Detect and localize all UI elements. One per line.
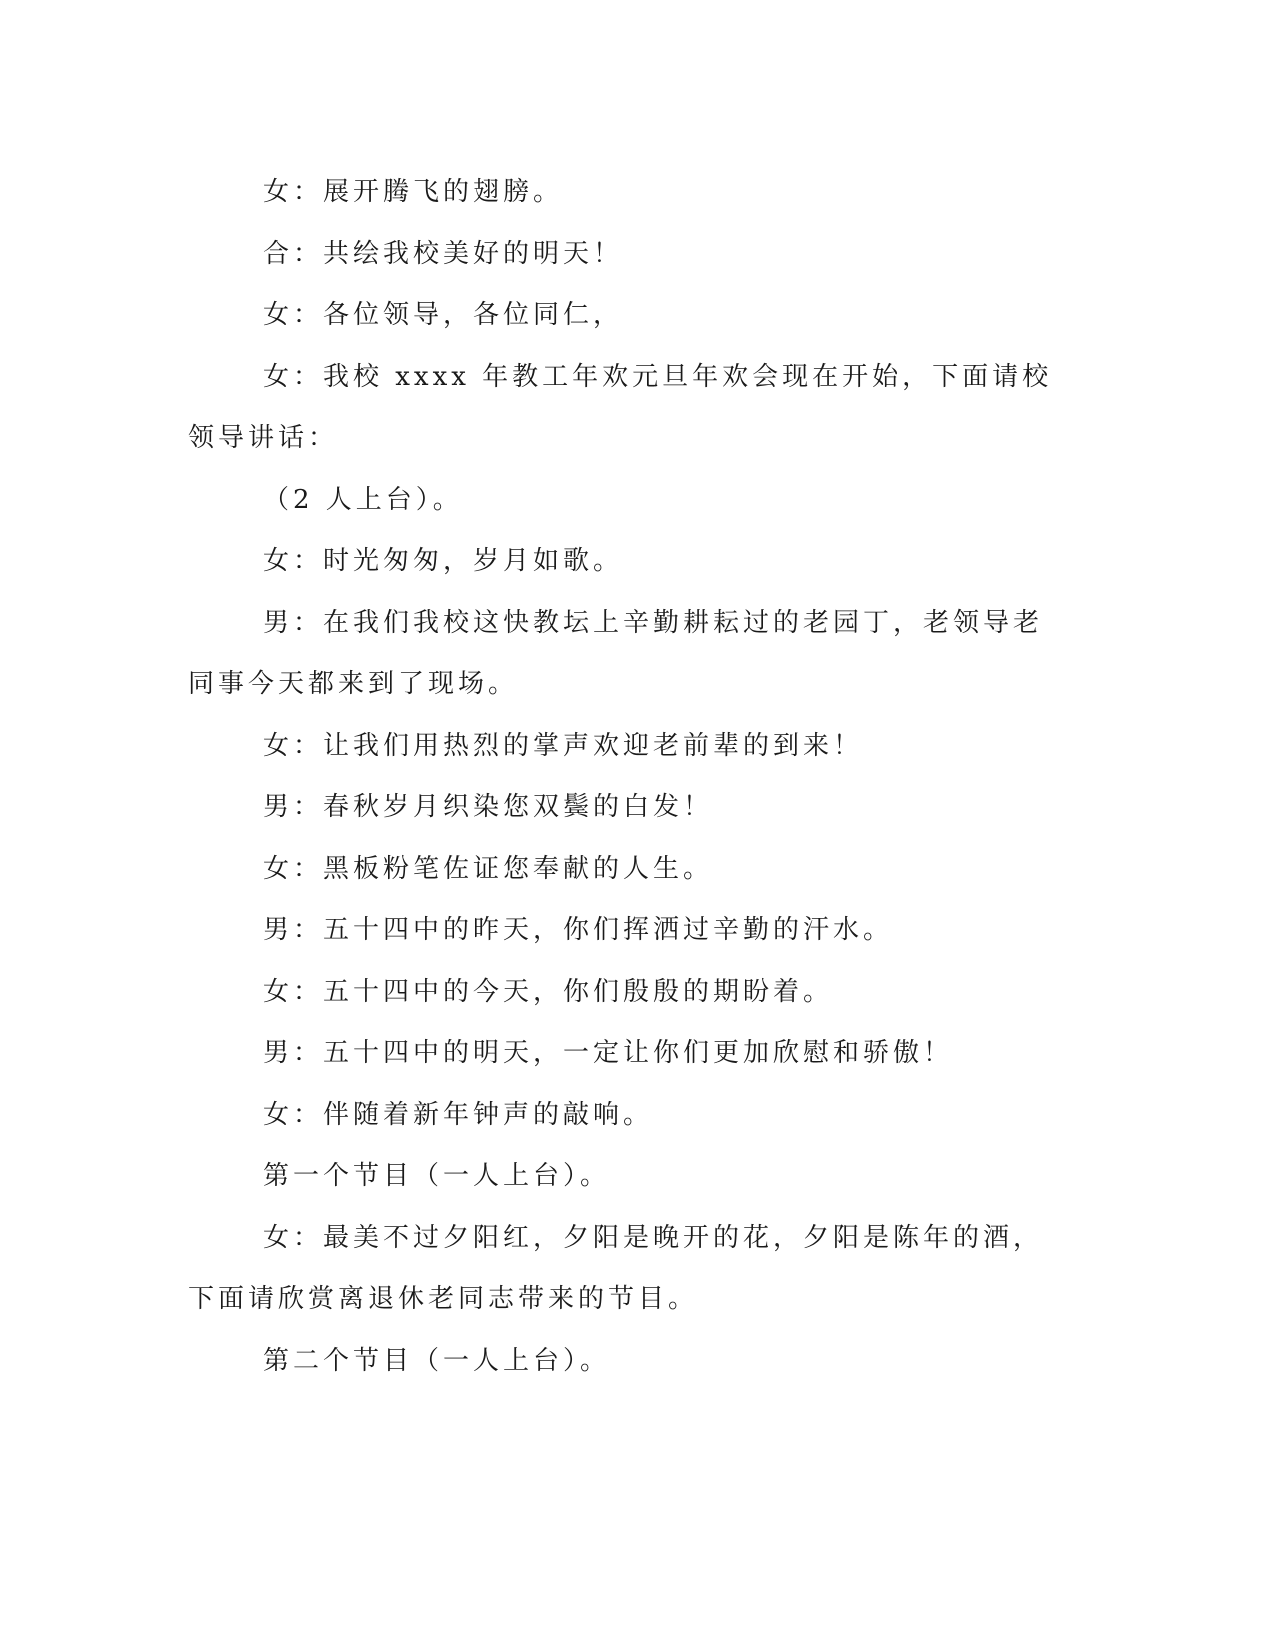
paragraph: 男：五十四中的昨天，你们挥洒过辛勤的汗水。 [263,915,894,945]
paragraph: 女：黑板粉笔佐证您奉献的人生。 [263,853,714,884]
paragraph: 女：展开腾飞的翅膀。 [263,177,564,207]
paragraph: 男：在我们我校这快教坛上辛勤耕耘过的老园丁，老领导老同事今天都来到了现场。 [188,607,1044,699]
paragraph: 女：各位领导，各位同仁， [263,300,624,330]
paragraph: 男：春秋岁月织染您双鬓的白发！ [263,792,714,822]
paragraph: 女：时光匆匆，岁月如歌。 [263,546,624,576]
paragraph: 女：让我们用热烈的掌声欢迎老前辈的到来！ [263,730,864,761]
paragraph: （2 人上台）。 [263,484,463,515]
paragraph: 女：最美不过夕阳红，夕阳是晚开的花，夕阳是陈年的酒，下面请欣赏离退休老同志带来的节目。 [188,1222,1044,1314]
paragraph: 女：我校 xxxx 年教工年欢元旦年欢会现在开始，下面请校领导讲话： [188,361,1053,453]
paragraph: 第一个节目（一人上台）。 [263,1161,611,1191]
paragraph: 男：五十四中的明天，一定让你们更加欣慰和骄傲！ [263,1038,954,1068]
document-body [188,162,1068,1392]
paragraph: 第二个节目（一人上台）。 [263,1345,611,1376]
paragraph: 合：共绘我校美好的明天！ [263,238,624,269]
paragraph: 女：五十四中的今天，你们殷殷的期盼着。 [263,976,834,1007]
paragraph: 女：伴随着新年钟声的敲响。 [263,1099,654,1130]
